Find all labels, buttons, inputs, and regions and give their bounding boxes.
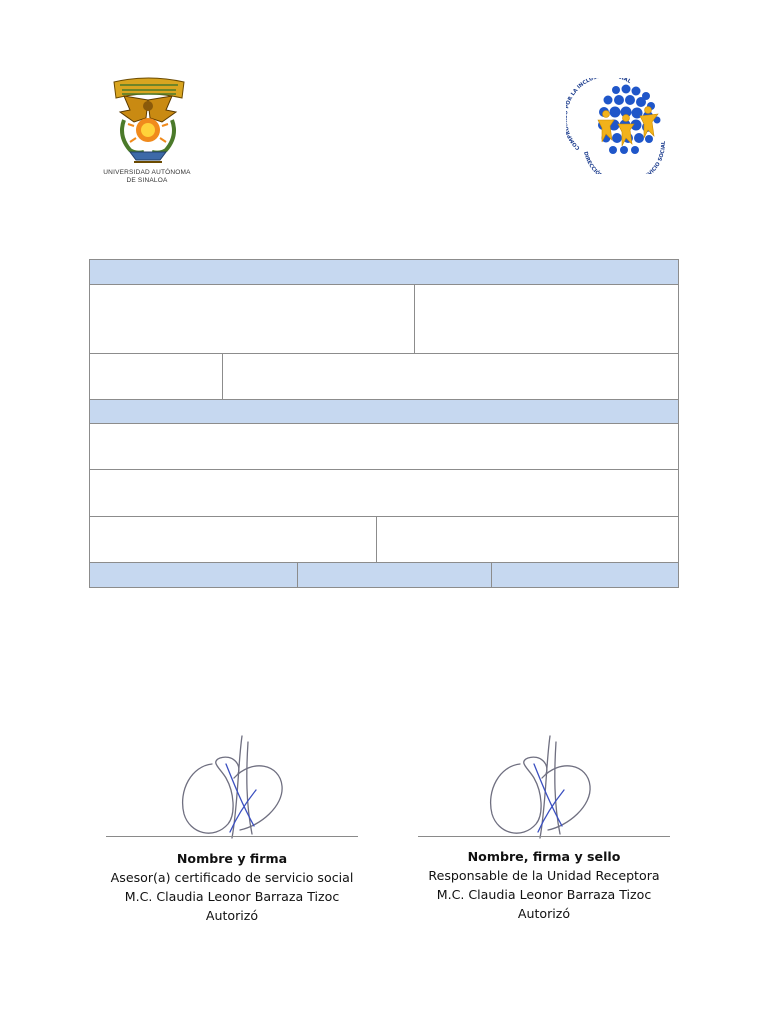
form-row-5 [90,517,678,563]
svg-text:DIRECCIÓN GENERAL DE SERVICIO [582,140,667,174]
signature-role: Responsable de la Unidad Receptora [428,868,660,883]
form-cell [90,517,377,562]
form-header-row-2 [90,400,678,424]
form-cell [492,563,678,587]
signature-status: Autorizó [205,908,259,923]
signature-title: Nombre y firma [176,851,288,866]
form-cell [90,285,415,353]
form-row-4 [90,470,678,517]
logo-ring-text-top: COMP R LA INCLU IAL [566,78,632,151]
form-row-3 [90,424,678,470]
form-cell [223,354,678,399]
university-crest-icon [100,70,196,170]
signature-block-receiving-unit [418,730,670,930]
form-table [89,259,679,588]
form-row-2 [90,354,678,400]
handwritten-signature-icon [484,734,604,838]
form-cell [377,517,678,562]
form-row-1 [90,285,678,354]
social-service-logo [566,78,672,174]
form-header-row-1 [90,260,678,285]
form-header-row-3 [90,563,678,587]
signature-role: Asesor(a) certificado de servicio social [110,870,354,885]
logo-ring-text-bottom: DIRECCIÓ VICIO SOCIAL [581,140,667,174]
form-cell [90,354,223,399]
signature-line [106,836,358,837]
signature-status: Autorizó [517,906,571,921]
signature-name: M.C. Claudia Leonor Barraza Tizoc [124,889,340,904]
signature-title: Nombre, firma y sello [467,849,621,864]
university-caption-line2: DE SINALOA [126,177,168,184]
signature-caption [418,847,670,923]
university-caption [92,169,202,185]
signature-name: M.C. Claudia Leonor Barraza Tizoc [436,887,652,902]
form-cell [90,563,298,587]
form-cell [415,285,678,353]
signature-block-advisor [106,730,358,930]
signature-line [418,836,670,837]
handwritten-signature-icon [176,734,296,838]
university-caption-line1: UNIVERSIDAD AUTÓNOMA [103,169,191,176]
form-cell [298,563,492,587]
signature-caption [106,849,358,925]
social-service-emblem-icon [566,78,672,174]
